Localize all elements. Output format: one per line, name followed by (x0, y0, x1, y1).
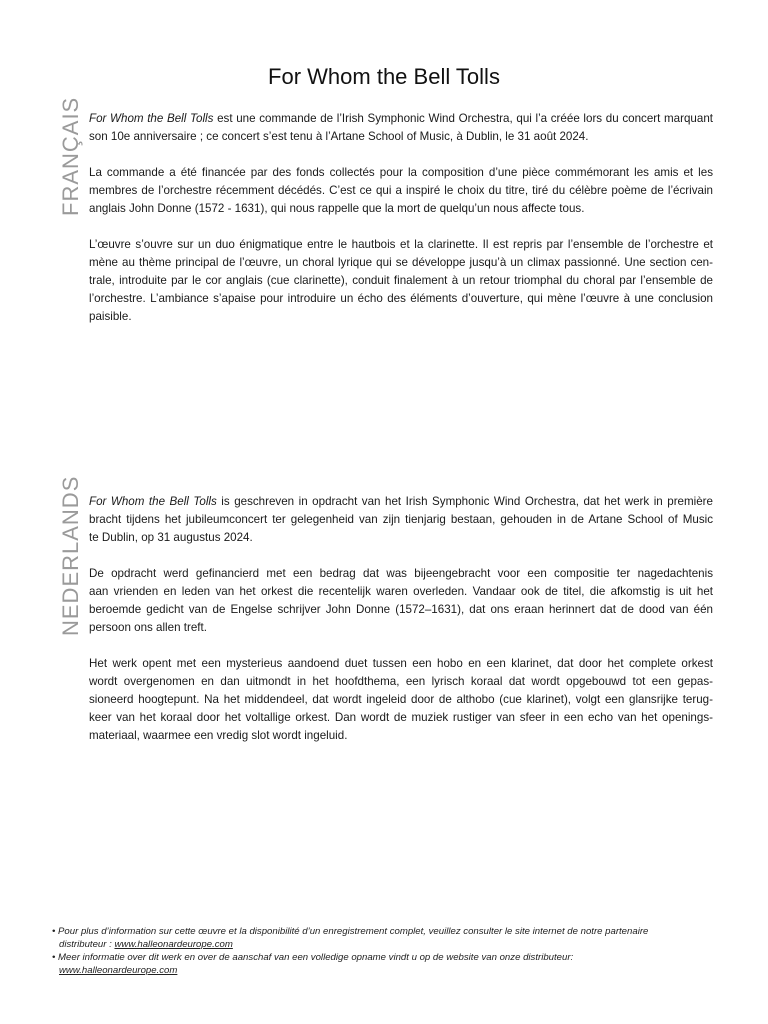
text-line: For Whom the Bell Tolls is geschreven in opdracht van het Irish Symphonic Wind Orchestra, dat het werk in première (89, 495, 713, 508)
text-line: l’orchestre. L’ambiance s’apaise pour introduire un écho des éléments d’ouverture, qui mène l’œuvre à une conclusion (89, 292, 713, 305)
french-section (89, 110, 713, 344)
text-line: Het werk opent met een mysterieus aandoend duet tussen een hobo en een klarinet, dat door het complete orkest (89, 657, 713, 670)
text-line: wordt overgenomen en dan uitmondt in het hoofdthema, een lyrisch koraal dat wordt opgebouwd tot een gepas- (89, 675, 713, 688)
paragraph (89, 110, 713, 146)
text-line: De opdracht werd gefinancierd met een bedrag dat was bijeengebracht voor een compositie ter nagedachtenis (89, 567, 713, 580)
paragraph (89, 655, 713, 745)
paragraph (89, 164, 713, 218)
distributor-link[interactable]: www.halleonardeurope.com (114, 939, 233, 950)
text-line: L’œuvre s’ouvre sur un duo énigmatique entre le hautbois et la clarinette. Il est repris par l’ensemble de l’orchestre et (89, 238, 713, 251)
text-line: materiaal, waarmee een vredig slot wordt ingeluid. (89, 729, 348, 742)
paragraph (89, 236, 713, 326)
work-title: For Whom the Bell Tolls (89, 495, 217, 508)
footer-note-french: • Pour plus d’information sur cette œuvre et la disponibilité d’un enregistrement complet, veuillez consulter le site internet de notre partenaire (52, 926, 649, 937)
footer-notes: • Pour plus d’information sur cette œuvre et la disponibilité d’un enregistrement complet, veuillez consulter le site internet de notre partenaire distributeur : www.halleonardeurope.com • Meer informatie over dit werk en over de aanschaf van een volledige opname vindt u op de website van onze distributeur: www.halleonardeurope.com (52, 925, 732, 977)
text-line: anglais John Donne (1572 - 1631), qui nous rappelle que la mort de quelqu’un nous affecte tous. (89, 202, 585, 215)
text-line: bracht tijdens het jubileumconcert ter gelegenheid van zijn tienjarig bestaan, gehouden in de Artane School of Music (89, 513, 713, 526)
paragraph (89, 493, 713, 547)
paragraph (89, 565, 713, 637)
distributor-link[interactable]: www.halleonardeurope.com (59, 965, 178, 976)
text-line: son 10e anniversaire ; ce concert s’est tenu à l’Artane School of Music, à Dublin, le 31 août 2024. (89, 130, 589, 143)
text-line: keer van het koraal door het voltallige orkest. Dan wordt de muziek rustiger van sfeer in een echo van het openings- (89, 711, 713, 724)
dutch-section (89, 493, 713, 763)
page-title: For Whom the Bell Tolls (268, 64, 500, 89)
text-line: trale, introduite par le cor anglais (cue clarinette), conduit finalement à un retour triomphal du choral par l’ensemble de (89, 274, 713, 287)
work-title: For Whom the Bell Tolls (89, 112, 214, 125)
text-line: For Whom the Bell Tolls est une commande de l’Irish Symphonic Wind Orchestra, qui l’a créée lors du concert marquant (89, 112, 713, 125)
text-line: membres de l’orchestre récemment décédés. C’est ce qui a inspiré le choix du titre, tiré du célèbre poème de l’écrivain (89, 184, 713, 197)
text-line: paisible. (89, 310, 132, 323)
text-line: aan vrienden en leden van het orkest die recentelijk waren overleden. Vandaar ook de titel, die afkomstig is uit het (89, 585, 713, 598)
footer-note-dutch: • Meer informatie over dit werk en over de aanschaf van een volledige opname vindt u op de website van onze distributeur: (52, 952, 574, 963)
text-line: te Dublin, op 31 augustus 2024. (89, 531, 253, 544)
text-line: sioneerd hoogtepunt. Na het middendeel, dat wordt ingeleid door de althobo (cue klarinet), volgt een glansrijke terug- (89, 693, 713, 706)
language-label-dutch: NEDERLANDS (58, 475, 83, 636)
text-line: persoon ons allen treft. (89, 621, 207, 634)
language-label-french: FRANÇAIS (58, 96, 83, 216)
text-line: beroemde gedicht van de Engelse schrijver John Donne (1572–1631), dat ons eraan herinnert dat de dood van één (89, 603, 713, 616)
text-line: mène au thème principal de l’œuvre, un choral lyrique qui se développe jusqu’à un climax passionné. Une section cen- (89, 256, 713, 269)
text-line: La commande a été financée par des fonds collectés pour la composition d’une pièce commémorant les amis et les (89, 166, 713, 179)
